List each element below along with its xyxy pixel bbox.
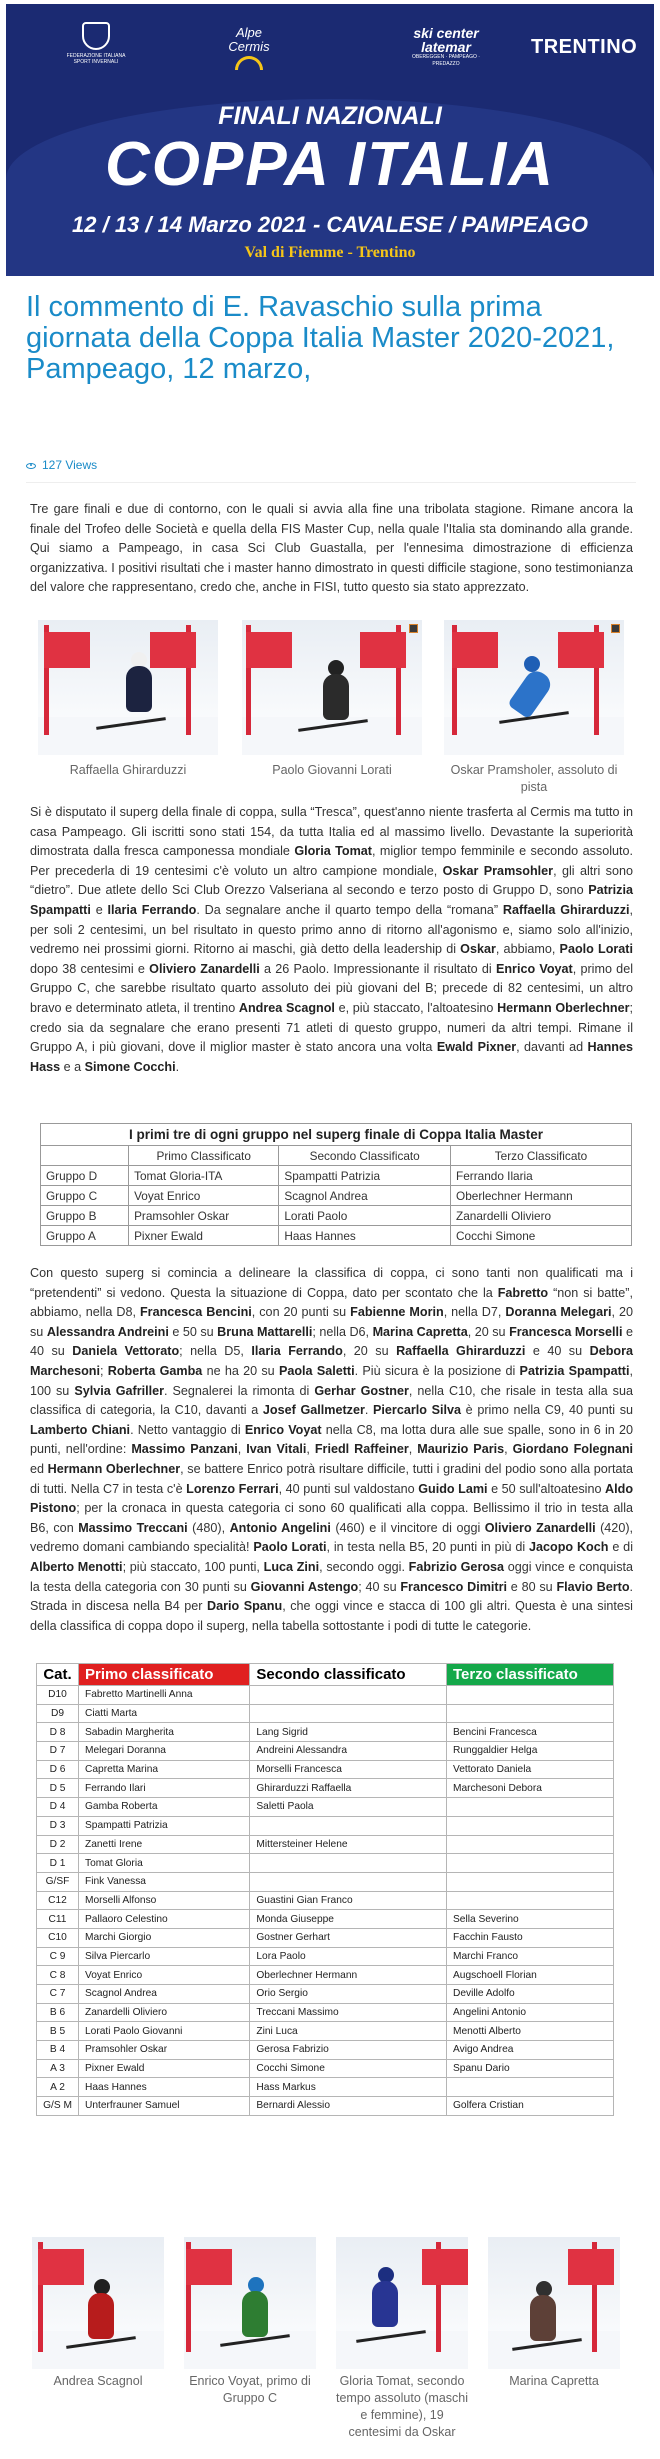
text-run: , gli altri sono “dietro”. Due atlete dello Sci Club Orezzo Valseriana al secondo e terzo posto di Gruppo D, sono [30,863,633,898]
athlete-name: Patrizia Spampatti [30,883,633,917]
athlete-cell: Zanetti Irene [79,1835,250,1854]
photo-caption: Oskar Pramsholer, assoluto di pista [450,763,618,794]
text-run: (420), vedremo domani cambiando specialità! [30,1520,634,1555]
text-run: , [504,1442,513,1457]
text-run: e 40 su [30,1324,633,1359]
category-podium-table [36,1663,614,2116]
text-run: (480), [187,1520,230,1535]
athlete-cell [250,1854,447,1873]
category-cell: B 4 [37,2041,79,2060]
text-run: , 20 su [342,1344,397,1359]
text-run: , in testa nella B5, 20 punti in più di [326,1540,529,1555]
ski-center-logo-text: ski center latemar [413,25,479,55]
text-run: ; nella D6, [312,1324,373,1339]
athlete-cell: Pallaoro Celestino [79,1910,250,1929]
table-row [37,2059,614,2078]
athlete-name: Fabrizio Gerosa [408,1559,505,1574]
athlete-name: Francesco Dimitri [400,1579,508,1594]
athlete-name: Gloria Tomat [294,844,372,859]
trentino-logo [531,36,638,59]
photo-marina-capretta[interactable] [488,2237,620,2369]
athlete-name: Ivan Vitali [246,1442,307,1457]
athlete-cell: Guastini Gian Franco [250,1891,447,1910]
text-run: ; più staccato, 100 punti, [122,1559,264,1574]
category-cell: D 5 [37,1779,79,1798]
text-run: , secondo oggi. [319,1559,409,1574]
third-place-header: Terzo classificato [446,1664,613,1686]
athlete-cell: Lang Sigrid [250,1723,447,1742]
text-run: . [175,1059,180,1074]
athlete-cell: Orio Sergio [250,1985,447,2004]
athlete-cell: Saletti Paola [250,1798,447,1817]
athlete-cell: Hass Markus [250,2078,447,2097]
athlete-name: Francesca Bencini [139,1305,252,1320]
category-cell: A 3 [37,2059,79,2078]
text-run: , che oggi vince e stacca di 100 gli altri. Questa è una sintesi della classifica di coppa dopo il superg, nella tabella sottostante i podi di tutte le categorie. [30,1599,633,1633]
athlete-cell [446,1816,613,1835]
athlete-cell: Morselli Alfonso [79,1891,250,1910]
athlete-name: Daniela Vettorato [72,1344,180,1359]
athlete-name: Gerhar Gostner [314,1383,409,1398]
athlete-cell: Sabadin Margherita [79,1723,250,1742]
athlete-cell [446,1704,613,1723]
text-run: Si è disputato il superg della finale di coppa, sulla “Tresca”, quest'anno niente trasferta al Cermis ma tutto in casa Pampeago. Gli iscritti sono stati 154, da tutta Italia ed al massimo livello. Devastante la superiorità dimostrata dalla fresca camponessa mondiale [30,805,633,859]
athlete-cell: Facchin Fausto [446,1928,613,1947]
athlete-name: Paola Saletti [278,1363,355,1378]
athlete-cell: Lora Paolo [250,1947,447,1966]
athlete-cell: Avigo Andrea [446,2041,613,2060]
athlete-cell: Deville Adolfo [446,1985,613,2004]
athlete-name: Enrico Voyat [244,1422,322,1437]
athlete-cell: Sella Severino [446,1910,613,1929]
photo-gloria-tomat[interactable] [336,2237,468,2369]
athlete-cell: Marchesoni Debora [446,1779,613,1798]
fisi-logo-text: FEDERAZIONE ITALIANA SPORT INVERNALI [66,53,126,65]
photo-enrico-voyat[interactable] [184,2237,316,2369]
table-row [37,2003,614,2022]
athlete-name: Hermann Oberlechner [47,1461,181,1476]
athlete-cell: Treccani Massimo [250,2003,447,2022]
athlete-name: Ilaria Ferrando [107,902,197,917]
athlete-name: Hannes Hass [30,1040,633,1074]
category-cell: D 6 [37,1760,79,1779]
text-run: e di [608,1540,633,1555]
photo-andrea-scagnol[interactable] [32,2237,164,2369]
article-title: Il commento di E. Ravaschio sulla prima giornata della Coppa Italia Master 2020-2021, Pampeago, 12 marzo, [26,291,615,385]
athlete-name: Paolo Lorati [559,942,633,957]
text-run: , 20 su [30,1305,634,1339]
athlete-name: Oliviero Zanardelli [149,961,260,976]
athlete-name: Lamberto Chiani [30,1422,131,1437]
text-run: . Netto vantaggio di [130,1422,245,1437]
fisi-shield-icon [82,22,110,50]
athlete-cell: Ferrando Ilari [79,1779,250,1798]
group-podium-table [40,1145,632,1246]
athlete-cell: Silva Piercarlo [79,1947,250,1966]
category-cell: C12 [37,1891,79,1910]
athlete-cell: Bencini Francesca [446,1723,613,1742]
table-row [37,1686,614,1705]
table-row [37,1947,614,1966]
athlete-cell: Andreini Alessandra [250,1742,447,1761]
text-run: oggi vince e conquista la testa della categoria con 30 punti su [30,1559,633,1594]
fisi-logo [66,22,126,65]
zoom-icon [409,624,418,633]
athlete-name: Giovanni Astengo [250,1579,359,1594]
table-row [37,2022,614,2041]
athlete-cell: Runggaldier Helga [446,1742,613,1761]
table-header-row: Primo Classificato Secondo Classificato Terzo Classificato [41,1146,632,1166]
athlete-cell: Gerosa Fabrizio [250,2041,447,2060]
category-cell: D 4 [37,1798,79,1817]
sun-icon [235,56,263,70]
athlete-name: Fabretto [497,1285,549,1300]
table-header-row: Cat. Primo classificato Secondo classificato Terzo classificato [37,1664,614,1686]
athlete-name: Massimo Treccani [78,1520,188,1535]
cup-standings-paragraph [30,1264,633,1636]
athlete-name: Dario Spanu [206,1599,283,1614]
alpe-cermis-logo [214,26,284,70]
table-row [37,2097,614,2116]
text-run: , davanti ad [516,1040,588,1055]
athlete-name: Francesca Morselli [509,1324,623,1339]
text-run: , abbiamo, [495,942,560,957]
category-cell: D9 [37,1704,79,1723]
table-row: Gruppo A Pixner Ewald Haas Hannes Cocchi Simone [41,1226,632,1246]
athlete-cell: Ciatti Marta [79,1704,250,1723]
category-cell: D 3 [37,1816,79,1835]
athlete-name: Guido Lami [418,1481,488,1496]
athlete-name: Sylvia Gafriller [74,1383,165,1398]
athlete-cell: Marchi Franco [446,1947,613,1966]
table-row [37,1835,614,1854]
athlete-cell: Menotti Alberto [446,2022,613,2041]
athlete-name: Piercarlo Silva [373,1403,462,1418]
text-run: , [306,1442,315,1457]
athlete-cell [446,2078,613,2097]
photo-oskar-pramsholer[interactable] [444,620,624,755]
athlete-name: Paolo Lorati [253,1540,327,1555]
zoom-icon [611,624,620,633]
athlete-cell: Lorati Paolo Giovanni [79,2022,250,2041]
athlete-name: Fabienne Morin [350,1305,444,1320]
athlete-name: Luca Zini [263,1559,320,1574]
athlete-name: Lorenzo Ferrari [186,1481,279,1496]
category-cell: D 2 [37,1835,79,1854]
text-run: è primo nella C9, 40 punti su [461,1403,634,1418]
text-run: e 50 su [168,1324,218,1339]
text-run: e 50 sull'altoatesino [487,1481,606,1496]
table-row [37,1742,614,1761]
text-run: ; 40 su [358,1579,401,1594]
photo-caption: Paolo Giovanni Lorati [272,763,392,777]
text-run: (460) e il vincitore di oggi [330,1520,485,1535]
banner-place: Val di Fiemme - Trentino [244,244,416,261]
athlete-cell: Monda Giuseppe [250,1910,447,1929]
text-run: ; nella D5, [179,1344,252,1359]
category-cell: A 2 [37,2078,79,2097]
table-row [37,1928,614,1947]
athlete-cell: Voyat Enrico [79,1966,250,1985]
athlete-cell: Fink Vanessa [79,1872,250,1891]
table-row [37,1891,614,1910]
athlete-name: Doranna Melegari [505,1305,612,1320]
athlete-name: Oskar Pramsohler [442,863,554,878]
athlete-name: Alessandra Andreini [46,1324,169,1339]
table-row [37,1966,614,1985]
table-row: Gruppo C Voyat Enrico Scagnol Andrea Oberlechner Hermann [41,1186,632,1206]
category-cell: D10 [37,1686,79,1705]
results-paragraph [30,803,633,1077]
athlete-cell [446,1872,613,1891]
athlete-name: Enrico Voyat [495,961,573,976]
photo-caption: Marina Capretta [509,2374,599,2388]
text-run: e 80 su [507,1579,557,1594]
category-cell: G/S M [37,2097,79,2116]
athlete-name: Marina Capretta [372,1324,468,1339]
athlete-name: Ilaria Ferrando [251,1344,343,1359]
category-cell: C 9 [37,1947,79,1966]
text-run: “non si batte”, abbiamo, nella D8, [30,1285,633,1320]
athlete-cell [250,1704,447,1723]
athlete-cell: Melegari Doranna [79,1742,250,1761]
ski-center-logo-subtext: OBEREGGEN · PAMPEAGO · PREDAZZO [412,54,480,67]
photo-raffaella-ghirarduzzi[interactable] [38,620,218,755]
category-cell: G/SF [37,1872,79,1891]
athlete-cell: Marchi Giorgio [79,1928,250,1947]
text-run: . [364,1403,374,1418]
table-row [37,2041,614,2060]
group-podium-table-title: I primi tre di ogni gruppo nel superg finale di Coppa Italia Master [40,1123,632,1145]
category-cell: D 8 [37,1723,79,1742]
athlete-cell: Capretta Marina [79,1760,250,1779]
table-row [37,1704,614,1723]
text-run: . Segnalerei la rimonta di [164,1383,315,1398]
athlete-cell: Bernardi Alessio [250,2097,447,2116]
text-run: ; [100,1363,108,1378]
athlete-cell: Cocchi Simone [250,2059,447,2078]
athlete-cell: Zini Luca [250,2022,447,2041]
text-run: e [90,902,108,917]
banner-dates: 12 / 13 / 14 Marzo 2021 - CAVALESE / PAMPEAGO [72,212,588,237]
athlete-cell: Gostner Gerhart [250,1928,447,1947]
view-counter [26,458,97,472]
athlete-cell [446,1854,613,1873]
athlete-cell: Oberlechner Hermann [250,1966,447,1985]
athlete-cell [446,1798,613,1817]
category-cell: C10 [37,1928,79,1947]
athlete-cell: Tomat Gloria [79,1854,250,1873]
athlete-name: Friedl Raffeiner [314,1442,409,1457]
athlete-cell: Morselli Francesca [250,1760,447,1779]
athlete-cell [250,1686,447,1705]
athlete-cell: Pixner Ewald [79,2059,250,2078]
text-run: , 40 punti sul valdostano [278,1481,419,1496]
table-row [37,2078,614,2097]
eye-icon [26,463,36,469]
table-row [37,1816,614,1835]
category-cell: C11 [37,1910,79,1929]
athlete-cell [446,1686,613,1705]
sponsor-logos [6,22,654,72]
table-row [37,1798,614,1817]
athlete-name: Alberto Menotti [30,1559,123,1574]
athlete-cell: Unterfrauner Samuel [79,2097,250,2116]
text-run: ed [30,1461,48,1476]
athlete-cell: Zanardelli Oliviero [79,2003,250,2022]
athlete-name: Raffaella Ghirarduzzi [396,1344,526,1359]
photo-caption: Raffaella Ghirarduzzi [69,763,187,777]
athlete-cell [250,1816,447,1835]
text-run: . Da segnalare anche il quarto tempo della “romana” [196,902,503,917]
photo-caption: Andrea Scagnol [53,2374,143,2388]
text-run: dopo 38 centesimi e [30,961,150,976]
athlete-cell [446,1835,613,1854]
athlete-name: Jacopo Koch [529,1540,609,1555]
category-cell: C 7 [37,1985,79,2004]
athlete-cell: Scagnol Andrea [79,1985,250,2004]
text-run: e 40 su [525,1344,590,1359]
category-cell: B 5 [37,2022,79,2041]
table-row: Gruppo D Tomat Gloria-ITA Spampatti Patrizia Ferrando Ilaria [41,1166,632,1186]
athlete-name: Ewald Pixner [436,1040,517,1055]
athlete-name: Simone Cocchi [84,1059,176,1074]
table-row [37,1779,614,1798]
athlete-name: Bruna Mattarelli [217,1324,313,1339]
athlete-cell: Pramsohler Oskar [79,2041,250,2060]
athlete-cell: Gamba Roberta [79,1798,250,1817]
views-label: 127 Views [42,458,98,472]
athlete-name: Oliviero Zanardelli [484,1520,596,1535]
second-place-header: Secondo classificato [250,1664,447,1686]
athlete-cell: Angelini Antonio [446,2003,613,2022]
table-row: Gruppo B Pramsohler Oskar Lorati Paolo Zanardelli Oliviero [41,1206,632,1226]
text-run: ; credo sia da segnalare che erano presenti 71 atleti di questo gruppo, numeri da altri tempi. Rimane il Gruppo A, i più giovani, dove il miglior master è stato ancora una volta [30,1000,634,1055]
text-run: nella C8, ma lotta dura alle sue spalle, sono in 6 in 20 punti, nell'ordine: [30,1422,633,1457]
text-run: , per soli 2 centesimi, un bel risultato in questo primo anno di ritorno all'agonismo e, siamo solo all'inizio, vedremo nei prossimi giorni. Ritorno ai maschi, già detto della leadership di [30,902,633,957]
text-run: ; per la cronaca in questa categoria ci sono 60 qualificati alla coppa. Bellissimo il trio in testa alla B6, con [30,1501,633,1535]
athlete-name: Maurizio Paris [417,1442,505,1457]
athlete-cell: Mittersteiner Helene [250,1835,447,1854]
text-run: . Strada in discesa nella B4 per [30,1579,634,1614]
trentino-logo-text: TRENTINO [531,36,638,58]
athlete-cell: Haas Hannes [79,2078,250,2097]
athlete-name: Josef Gallmetzer [262,1403,365,1418]
text-run: . Più sicura è la posizione di [354,1363,520,1378]
athlete-cell: Augschoell Florian [446,1966,613,1985]
table-row [37,1760,614,1779]
first-place-header: Primo classificato [79,1664,250,1686]
athlete-cell: Spanu Dario [446,2059,613,2078]
divider [26,482,636,483]
text-run: , [408,1442,418,1457]
category-cell: C 8 [37,1966,79,1985]
text-run: ne ha 20 su [202,1363,279,1378]
event-banner [6,4,654,276]
athlete-name: Roberta Gamba [107,1363,203,1378]
athlete-name: Massimo Panzani [131,1442,238,1457]
photo-caption: Enrico Voyat, primo di Gruppo C [189,2374,311,2405]
athlete-cell: Golfera Cristian [446,2097,613,2116]
table-row [37,1723,614,1742]
table-row [37,1910,614,1929]
athlete-name: Hermann Oberlechner [497,1000,630,1015]
athlete-name: Giordano Folegnani [512,1442,634,1457]
ski-center-latemar-logo [401,26,491,68]
category-cell: B 6 [37,2003,79,2022]
athlete-name: Debora Marchesoni [30,1344,633,1378]
text-run: a 26 Paolo. Impressionante il risultato di [259,961,496,976]
photo-caption: Gloria Tomat, secondo tempo assoluto (maschi e femmine), 19 centesimi da Oskar [336,2374,469,2439]
athlete-name: Flavio Berto [556,1579,630,1594]
text-run: e a [60,1059,85,1074]
intro-paragraph: Tre gare finali e due di contorno, con le quali si avvia alla fine una tribolata stagione. Rimane ancora la finale del Trofeo delle Società e quella della FIS Master Cup, nella quale l'Italia sta dominando alla grande. Qui siamo a Pampeago, in casa Sci Club Guastalla, per l'ennesima dimostrazione di efficienza organizzativa. I positivi risultati che i master hanno dimostrato in questi difficile stagione, sono testimonianza del valore che rappresentano, credo che, anche in FISI, tutto questo sia stato apprezzato. [30,502,633,595]
table-row [37,1854,614,1873]
text-run: , primo del Gruppo C, che sarebbe risultato quarto assoluto dei più giovani del B; precede di 82 centesimi, un altro bravo e determinato atleta, il trentino [30,961,633,1015]
table-row [37,1872,614,1891]
text-run: Con questo superg si comincia a delineare la classifica di coppa, ci sono tanti non qualificati ma i “pretendenti” si vedono. Questa la situazione di Coppa, dato per scontato che la [30,1266,633,1300]
athlete-cell [250,1872,447,1891]
athlete-name: Patrizia Spampatti [519,1363,630,1378]
athlete-cell: Ghirarduzzi Raffaella [250,1779,447,1798]
text-run: , 20 su [467,1324,510,1339]
text-run: , nella C10, che risale in testa alla sua classifica di categoria, la C10, davanti a [30,1383,633,1418]
text-run: , [237,1442,247,1457]
text-run: , se battere Enrico potrà risultare difficile, tutti i gradini del podio sono alla portata di tutti. Nella C7 in testa c'è [30,1461,633,1496]
banner-coppa-italia: COPPA ITALIA [105,130,555,199]
athlete-cell: Fabretto Martinelli Anna [79,1686,250,1705]
athlete-cell: Vettorato Daniela [446,1760,613,1779]
athlete-name: Oskar [460,942,496,957]
text-run: , nella D7, [443,1305,506,1320]
text-run: e, più staccato, l'altoatesino [334,1000,498,1015]
category-cell: D 1 [37,1854,79,1873]
text-run: , con 20 punti su [251,1305,351,1320]
athlete-cell: Spampatti Patrizia [79,1816,250,1835]
athlete-name: Aldo Pistono [30,1481,634,1516]
alpe-cermis-logo-text: Alpe Cermis [228,25,270,54]
athlete-name: Andrea Scagnol [238,1000,335,1015]
athlete-name: Raffaella Ghirarduzzi [502,902,630,917]
athlete-name: Antonio Angelini [229,1520,331,1535]
banner-finali: FINALI NAZIONALI [218,102,442,130]
category-cell: D 7 [37,1742,79,1761]
athlete-cell [446,1891,613,1910]
text-run: , miglior tempo femminile e secondo assoluto. Per precederla di 19 centesimi c'è voluto un altro campione mondiale, [30,844,633,878]
text-run: , 100 su [30,1363,633,1398]
table-row [37,1985,614,2004]
photo-paolo-giovanni-lorati[interactable] [242,620,422,755]
